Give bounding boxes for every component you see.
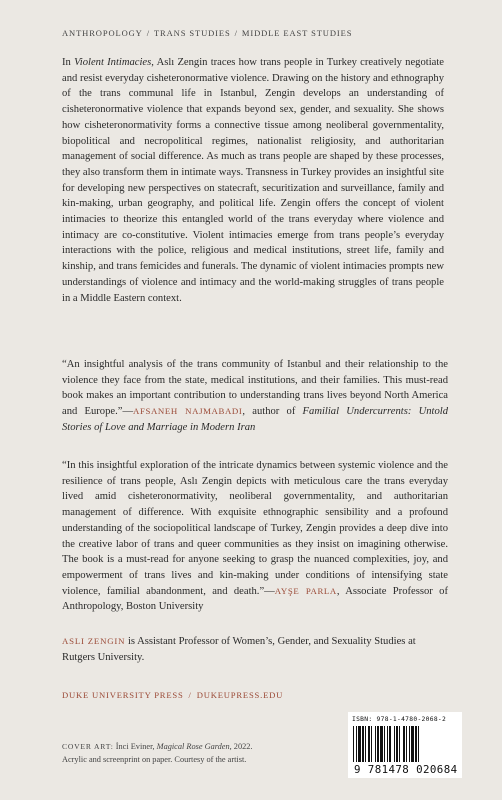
barcode-bar xyxy=(384,726,385,762)
quote-dash: — xyxy=(264,585,275,597)
author-description: is Assistant Professor of Women’s, Gender, and Sexuality Studies at Rutgers University. xyxy=(62,636,416,663)
barcode-bar xyxy=(380,726,383,762)
barcode-bar xyxy=(365,726,366,762)
subject-categories xyxy=(62,28,352,38)
endorser-role: , author of xyxy=(242,406,303,418)
cover-art-details: Acrylic and screenprint on paper. Courtesy of the artist. xyxy=(62,755,247,764)
author-bio xyxy=(62,634,448,665)
subject-anthropology: ANTHROPOLOGY xyxy=(62,28,143,38)
book-title: Violent Intimacies xyxy=(74,57,152,68)
barcode-bar xyxy=(396,726,398,762)
barcode-bar xyxy=(353,726,354,762)
cover-art-credit xyxy=(62,740,312,766)
barcode-bar xyxy=(387,726,388,762)
publisher-url: DUKEUPRESS.EDU xyxy=(196,690,284,700)
endorsement-parla xyxy=(62,458,448,615)
barcode-bar xyxy=(389,726,391,762)
endorser-name: AFSANEH NAJMABADI xyxy=(133,406,243,417)
endorser-name: AYŞE PARLA xyxy=(274,585,337,596)
barcode-bar xyxy=(377,726,379,762)
isbn-barcode xyxy=(348,712,462,778)
quote-text: “In this insightful exploration of the intricate dynamics between systemic violence and the resilience of trans people, Aslı Zengin depicts with meticulous care the trans everyday lived amid cisheteronormativity, neoliberal governmentality, and authoritarian management of difference. With exquisite ethnographic sensibility and a profound understanding of the sociopolitical landscape of Turkey, Zengin provides a deep dive into the creative labor of trans and queer communities as they insist on imagining otherwise. The book is a must-read for anyone seeking to grasp the nuanced complexities, joy, and empowerment of trans lives and kin-making under conditions of intensifying state violence, familial abandonment, and death.” xyxy=(62,460,448,597)
publisher-name: DUKE UNIVERSITY PRESS xyxy=(62,690,184,700)
barcode-bar xyxy=(406,726,407,762)
barcode-number: 9 781478 020684 xyxy=(354,763,458,776)
barcode-bar xyxy=(371,726,372,762)
endorsement-najmabadi xyxy=(62,357,448,436)
barcode-bar xyxy=(409,726,410,762)
barcode-bar xyxy=(403,726,405,762)
cover-art-artist: İnci Eviner, xyxy=(113,742,157,751)
blurb-lead-in: In xyxy=(62,57,75,68)
publisher-separator: / xyxy=(188,690,192,700)
barcode-bar xyxy=(411,726,414,762)
subject-separator: / xyxy=(146,28,150,38)
subject-trans-studies: TRANS STUDIES xyxy=(153,28,231,38)
barcode-bar xyxy=(358,726,361,762)
quote-text: “An insightful analysis of the trans community of Istanbul and their relationship to the violence they face from the state, medical institutions, and their families. This must-read book makes an important contribution to understanding trans lives beyond North America and Europe.” xyxy=(62,359,448,418)
subject-separator: / xyxy=(234,28,238,38)
endorser-work: Familial Undercurrents: Untold Stories of Love and Marriage in Modern Iran xyxy=(62,406,448,433)
barcode-bar xyxy=(418,726,419,762)
book-description xyxy=(62,55,444,306)
cover-art-label: COVER ART: xyxy=(62,742,114,751)
cover-art-year: , 2022. xyxy=(229,742,253,751)
barcode-bar xyxy=(362,726,364,762)
barcode-bar xyxy=(415,726,417,762)
barcode-bar xyxy=(356,726,357,762)
endorser-role: , Associate Professor of Anthropology, Boston University xyxy=(62,585,448,613)
publisher-line xyxy=(62,690,283,700)
subject-middle-east-studies: MIDDLE EAST STUDIES xyxy=(241,28,353,38)
barcode-bar xyxy=(399,726,400,762)
blurb-body: , Aslı Zengin traces how trans people in Turkey creatively negotiate and resist everyday cisheteronormative violence. Drawing on the history and ethnography of the trans communal life in Istanbul, Zengin develops an understanding of cisheteronormative violence that expands beyond sex, gender, and sexuality. She shows how cisheteronormativity forms a connective tissue among neoliberal governmentality, biopolitical and necropolitical regimes, nationalist religiosity, and authoritarian management of social difference. As much as trans people are shaped by these processes, they also transform them in intimate ways. Transness in Turkey provides an insightful site for developing new perspectives on statecraft, securitization and surveillance, family and kin-making, urban geography, and political life. Zengin offers the concept of violent intimacies to theorize this entangled world of the trans everyday where violence and intimacy are co-constitutive. Violent intimacies emerge from trans people’s everyday interactions with the police, religious and medical institutions, street life, family and kinship, and trans femicides and funerals. The dynamic of violent intimacies prompts new understandings of violence and intimacy and the world-making struggles of trans people in a Middle Eastern context. xyxy=(62,57,445,304)
quote-dash: — xyxy=(122,406,134,418)
barcode-bar xyxy=(394,726,395,762)
isbn-label: ISBN: 978-1-4780-2068-2 xyxy=(352,716,447,723)
author-name: ASLI ZENGIN xyxy=(62,636,126,646)
cover-art-title: Magical Rose Garden xyxy=(156,742,230,751)
barcode-bar xyxy=(368,726,370,762)
barcode-bars xyxy=(352,726,458,764)
barcode-bar xyxy=(375,726,376,762)
